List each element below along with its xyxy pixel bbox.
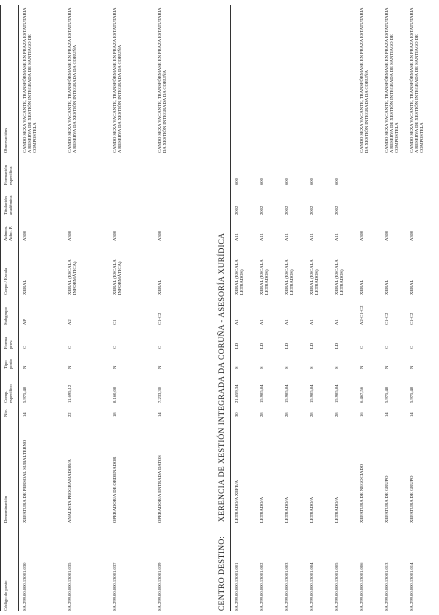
cell-admon: A300 [22, 230, 27, 241]
cell-codigo: SA.299.00.000.13001.037 [112, 562, 117, 611]
cell-cuerpo: XERAL (ESCALA LETRADOS) [234, 259, 245, 295]
cell-cuerpo: XERAL [384, 279, 389, 295]
cell-subgrupo: C1-C2 [384, 312, 389, 325]
cell-forma: C [384, 345, 389, 349]
cell-denominacion: XEFATURA DE NEGOCIADO [359, 463, 364, 523]
cell-forma: LD [334, 342, 339, 349]
cell-formacion: 600 [334, 178, 339, 185]
cell-observacions: CANDO SEXA VACANTE, TRANSFÓRMASE EN PRAZA ESTATUTARIA DA XESTIÓN INTEGRADA DA CORUÑA [359, 7, 370, 153]
cell-titulacion [22, 189, 64, 215]
cell-cuerpo: XERAL (ESCALA LETRADOS) [334, 259, 345, 295]
cell-forma: C [112, 345, 117, 349]
cell-observacions [234, 5, 256, 153]
header-admon: Admon. Adsc. P. [3, 226, 14, 241]
cell-complemento: 8.160,08 [112, 386, 117, 403]
header-rule [18, 5, 19, 611]
cell-codigo: SA.299.00.000.13001.002 [259, 562, 264, 611]
cell-subgrupo: A1 [334, 319, 339, 325]
cell-subgrupo: AP [22, 319, 27, 325]
cell-forma: C [359, 345, 364, 349]
cell-titulacion: 2002 [309, 205, 314, 215]
cell-complemento: 21.659,34 [234, 384, 239, 403]
header-cuerpo: Corpo / Escala [3, 267, 8, 295]
cell-denominacion: LETRADO/A [334, 496, 339, 523]
cell-forma: C [157, 345, 162, 349]
cell-denominacion: XEFATURA DE PERSOAL SUBALTERNO [22, 439, 27, 523]
cell-denominacion: LETRADO/A XEFE/A [234, 479, 239, 523]
cell-observacions: CANDO SEXA VACANTE, TRANSFÓRMASE EN PRAZA ESTATUTARIA DA XESTIÓN INTEGRADA DA CORUÑA [157, 7, 168, 153]
cell-subgrupo: C1-C2 [157, 312, 162, 325]
cell-codigo: SA.299.00.000.13001.014 [409, 562, 414, 611]
section-rule [230, 5, 231, 611]
cell-admon: A11 [259, 233, 264, 241]
cell-titulacion [359, 189, 381, 215]
cell-subgrupo: C1 [112, 319, 117, 325]
cell-denominacion: LETRADO/A [259, 496, 264, 523]
cell-observacions [259, 5, 281, 153]
cell-formacion: 600 [309, 178, 314, 185]
header-formacion: Formación específica [3, 165, 14, 185]
cell-admon: A11 [309, 233, 314, 241]
cell-observacions [334, 5, 356, 153]
cell-subgrupo: A2-C1-C2 [359, 305, 364, 325]
cell-subgrupo: C1-C2 [409, 312, 414, 325]
cell-cuerpo: XERAL [409, 279, 414, 295]
cell-tipo: S [259, 366, 264, 369]
cell-nivel: 28 [284, 412, 289, 417]
header-forma_prov: Forma prov. [3, 337, 14, 349]
cell-cuerpo: XERAL [359, 279, 364, 295]
cell-formacion [384, 159, 406, 185]
cell-subgrupo: A1 [234, 319, 239, 325]
cell-codigo: SA.299.00.000.13001.001 [234, 562, 239, 611]
cell-nivel: 30 [234, 412, 239, 417]
cell-tipo: S [334, 366, 339, 369]
cell-nivel: 28 [334, 412, 339, 417]
cell-titulacion [112, 189, 154, 215]
cell-nivel: 22 [67, 412, 72, 417]
cell-tipo: N [409, 365, 414, 369]
cell-subgrupo: A1 [309, 319, 314, 325]
cell-formacion [409, 159, 431, 185]
header-codigo: Código do posto [3, 580, 8, 611]
cell-titulacion [67, 189, 109, 215]
cell-admon: A300 [157, 230, 162, 241]
cell-titulacion [157, 189, 199, 215]
cell-subgrupo: A1 [284, 319, 289, 325]
cell-cuerpo: XERAL [157, 279, 162, 295]
cell-denominacion: OPERADOR/A DE ORDENADOR [112, 456, 117, 523]
cell-subgrupo: A2 [67, 319, 72, 325]
cell-admon: A11 [234, 233, 239, 241]
cell-observacions [284, 5, 306, 153]
cell-denominacion: LETRADO/A [309, 496, 314, 523]
cell-formacion [112, 159, 154, 185]
cell-codigo: SA.299.00.000.13001.039 [157, 562, 162, 611]
cell-forma: LD [259, 342, 264, 349]
cell-nivel: 28 [309, 412, 314, 417]
cell-cuerpo: XERAL [22, 279, 27, 295]
header-observacions: Observacións [3, 127, 8, 153]
cell-complemento: 5.975,48 [22, 386, 27, 403]
cell-forma: LD [234, 342, 239, 349]
cell-codigo: SA.299.00.000.13001.006 [359, 562, 364, 611]
cell-observacions: CANDO SEXA VACANTE, TRANSFÓRMASE EN PRAZA ESTATUTARIA A RESERVA DE XESTIÓN INTEGRADA DE SANTIAGO DE COMPOSTELA [409, 7, 425, 153]
cell-observacions: CANDO SEXA VACANTE, TRANSFÓRMASE EN PRAZA ESTATUTARIA A RESERVA DE XESTIÓN INTEGRADA DE SANTIAGO DE COMPOSTELA [384, 7, 400, 153]
cell-admon: A11 [334, 233, 339, 241]
cell-formacion: 600 [284, 178, 289, 185]
cell-tipo: S [309, 366, 314, 369]
cell-tipo: N [112, 365, 117, 369]
cell-titulacion: 2002 [259, 205, 264, 215]
cell-nivel: 14 [409, 412, 414, 417]
cell-formacion [22, 159, 64, 185]
cell-nivel: 18 [112, 412, 117, 417]
header-tipo_posto: Tipo posto [3, 359, 14, 369]
cell-tipo: S [234, 366, 239, 369]
cell-forma: C [22, 345, 27, 349]
cell-complemento: 5.975,48 [384, 386, 389, 403]
cell-admon: A300 [112, 230, 117, 241]
cell-cuerpo: XERAL (ESCALA LETRADOS) [284, 259, 295, 295]
cell-formacion [359, 159, 381, 185]
header-denominacion: Denominación [3, 495, 8, 523]
cell-admon: A11 [284, 233, 289, 241]
header-subgrupo: Subgrupo [3, 307, 8, 325]
cell-admon: A300 [384, 230, 389, 241]
cell-codigo: SA.299.00.000.13001.003 [284, 562, 289, 611]
cell-complemento: 6.467,56 [359, 386, 364, 403]
cell-cuerpo: XERAL (ESCALA LETRADOS) [259, 259, 270, 295]
cell-nivel: 14 [157, 412, 162, 417]
cell-complemento: 15.985,84 [259, 384, 264, 403]
section-title: XERENCIA DE XESTIÓN INTEGRADA DA CORUÑA - ASESORÍA XURÍDICA [217, 232, 226, 522]
cell-codigo: SA.299.00.000.13001.013 [384, 562, 389, 611]
cell-formacion: 600 [259, 178, 264, 185]
cell-forma: C [67, 345, 72, 349]
cell-denominacion: LETRADO/A [284, 496, 289, 523]
top-rule [0, 5, 1, 611]
cell-titulacion: 2002 [284, 205, 289, 215]
cell-cuerpo: XERAL (ESCALA INFORMÁTICA) [112, 259, 123, 295]
header-complemento: Comp. específico [3, 384, 14, 403]
cell-formacion [67, 159, 109, 185]
cell-tipo: N [67, 365, 72, 369]
cell-titulacion: 2002 [334, 205, 339, 215]
section-label: CENTRO DESTINO: [217, 536, 226, 611]
cell-complemento: 5.975,48 [409, 386, 414, 403]
header-nivel: Niv. [3, 409, 8, 417]
cell-nivel: 28 [259, 412, 264, 417]
cell-tipo: N [384, 365, 389, 369]
cell-denominacion: XEFATURA DE GRUPO [384, 475, 389, 523]
cell-denominacion: OPERADOR/A ENTRADA DATOS [157, 455, 162, 523]
cell-denominacion: ANALISTA PROGRAMADOR/A [67, 459, 72, 523]
cell-forma: C [409, 345, 414, 349]
cell-nivel: 16 [359, 412, 364, 417]
cell-titulacion: 2002 [234, 205, 239, 215]
cell-tipo: N [157, 365, 162, 369]
cell-observacions [309, 5, 331, 153]
cell-admon: A300 [359, 230, 364, 241]
cell-tipo: N [22, 365, 27, 369]
cell-tipo: S [284, 366, 289, 369]
cell-forma: LD [309, 342, 314, 349]
cell-codigo: SA.299.00.000.13001.004 [309, 562, 314, 611]
cell-titulacion [384, 189, 406, 215]
cell-codigo: SA.299.00.000.13001.005 [334, 562, 339, 611]
cell-complemento: 7.233,30 [157, 386, 162, 403]
cell-codigo: SA.299.00.000.13001.035 [67, 562, 72, 611]
cell-nivel: 14 [22, 412, 27, 417]
cell-admon: A300 [409, 230, 414, 241]
cell-formacion [157, 159, 199, 185]
cell-observacions: CANDO SEXA VACANTE, TRANSFÓRMASE EN PRAZA ESTATUTARIA A RESERVA DA XESTIÓN INTEGRADA DA CORUÑA [67, 7, 78, 153]
header-titulacion: Titulación académica [3, 195, 14, 215]
cell-forma: LD [284, 342, 289, 349]
cell-observacions: CANDO SEXA VACANTE, TRANSFÓRMASE EN PRAZA ESTATUTARIA A RESERVA DE XESTIÓN INTEGRADA DE SANTIAGO DE COMPOSTELA [22, 7, 38, 153]
cell-denominacion: XEFATURA DE GRUPO [409, 475, 414, 523]
cell-complemento: 15.985,84 [309, 384, 314, 403]
cell-complemento: 11.695,12 [67, 384, 72, 403]
cell-cuerpo: XERAL (ESCALA INFORMÁTICA) [67, 259, 78, 295]
cell-nivel: 14 [384, 412, 389, 417]
cell-titulacion [409, 189, 431, 215]
cell-subgrupo: A1 [259, 319, 264, 325]
cell-complemento: 15.985,84 [284, 384, 289, 403]
cell-formacion: 600 [234, 178, 239, 185]
cell-admon: A300 [67, 230, 72, 241]
cell-complemento: 15.985,84 [334, 384, 339, 403]
cell-observacions: CANDO SEXA VACANTE, TRANSFÓRMASE EN PRAZA ESTATUTARIA A RESERVA DA XESTIÓN INTEGRADA DA CORUÑA [112, 7, 123, 153]
cell-codigo: SA.299.00.000.13001.030 [22, 562, 27, 611]
cell-tipo: N [359, 365, 364, 369]
cell-cuerpo: XERAL (ESCALA LETRADOS) [309, 259, 320, 295]
